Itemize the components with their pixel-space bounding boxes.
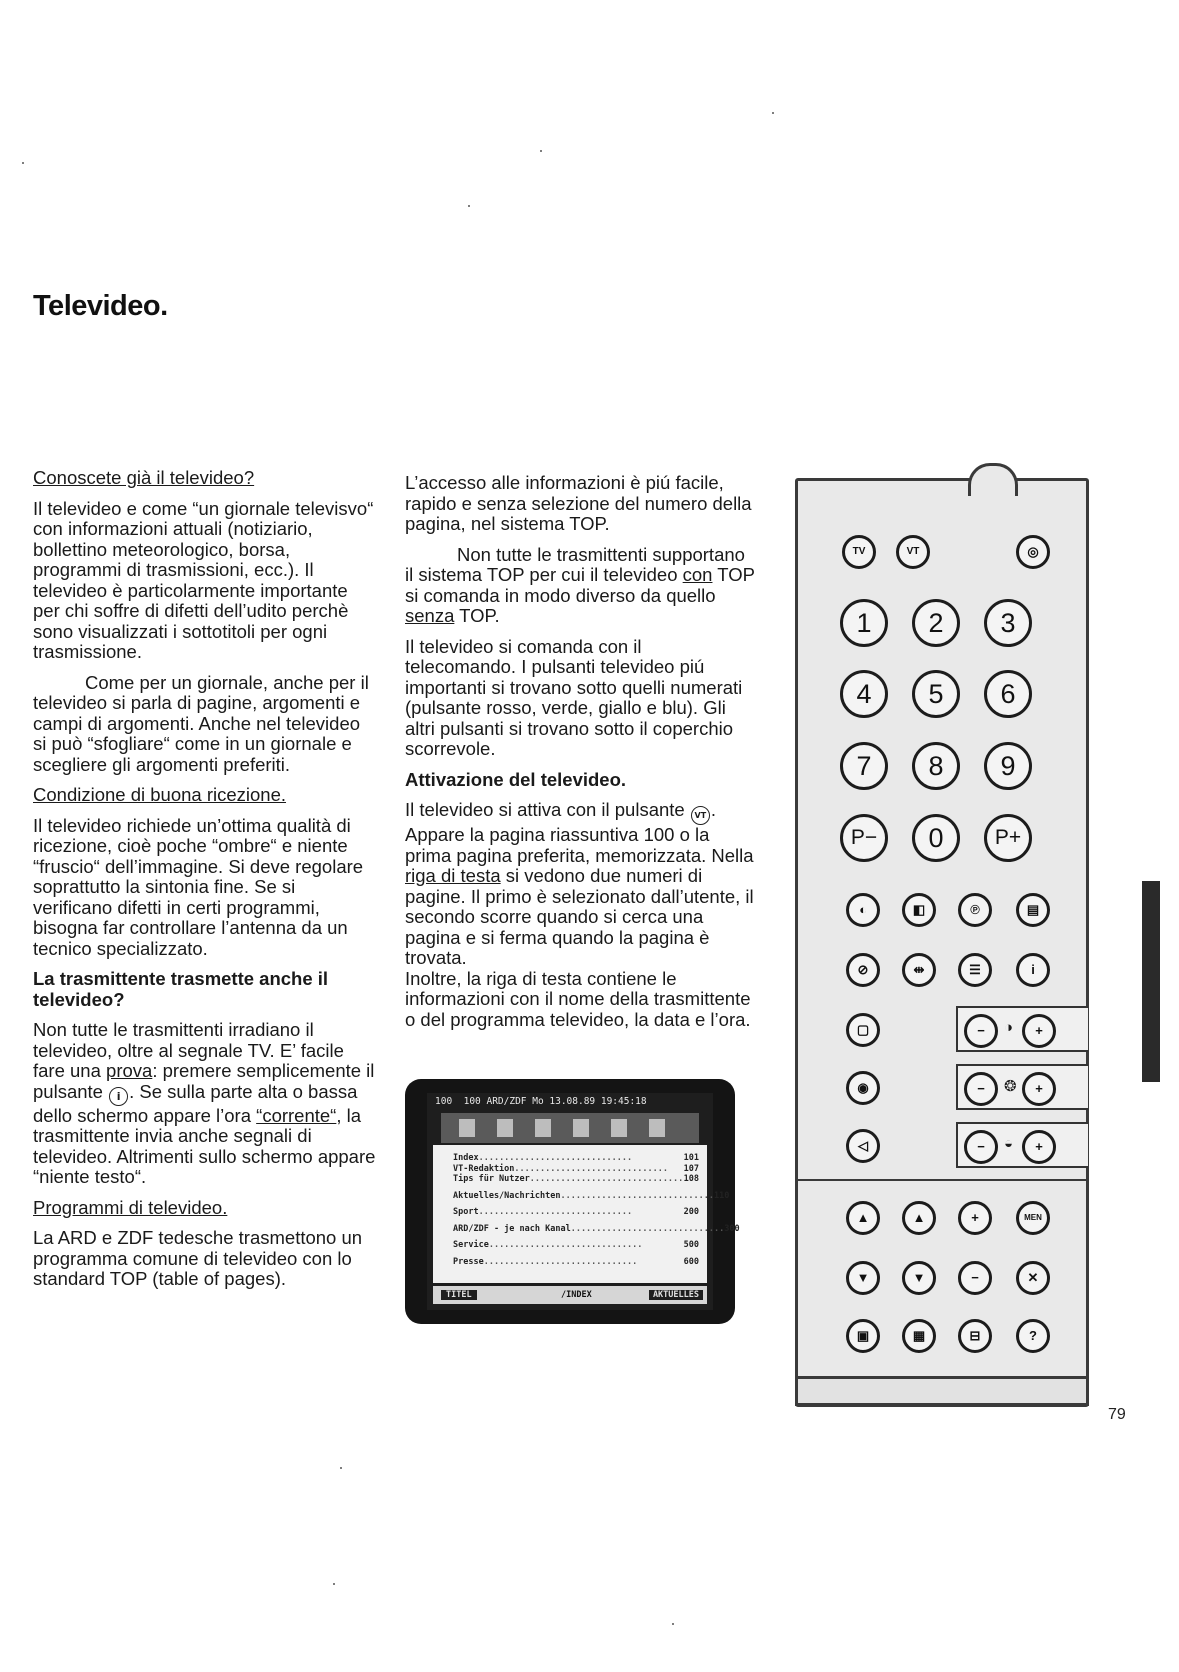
- text-prova: prova: [106, 1060, 153, 1081]
- teletext-index-icon: ▦: [902, 1319, 936, 1353]
- help-button: ?: [1016, 1319, 1050, 1353]
- remote-top-cap: [968, 463, 1018, 496]
- teletext-bottom-bar: [433, 1286, 707, 1304]
- standby-button: ◎: [1016, 535, 1050, 569]
- screen-format-icon: ▢: [846, 1013, 880, 1047]
- text-run: . Appare la pagina riassuntiva 100 o la prima pagina preferita, memorizzata. Nella: [405, 799, 754, 866]
- minus-icon: −: [964, 1072, 998, 1106]
- teletext-p-icon: ℗: [958, 893, 992, 927]
- teletext-row: Index .............................. 101: [453, 1153, 699, 1163]
- digit-2-button: 2: [912, 599, 960, 647]
- text-run: , la trasmittente invia anche segnali di televideo. Altrimenti sullo schermo appare “niente testo“.: [33, 1104, 376, 1187]
- heading-conoscete: Conoscete già il televideo?: [33, 467, 255, 488]
- vt-button: VT: [896, 535, 930, 569]
- info-button: i: [1016, 953, 1050, 987]
- minus-icon: −: [964, 1130, 998, 1164]
- teletext-screen: [427, 1093, 740, 1310]
- text-run: Il televideo si attiva con il pulsante: [405, 799, 690, 820]
- remote-control-illustration: [795, 478, 1089, 1407]
- text-run: TOP.: [454, 605, 500, 626]
- scan-speck: [468, 205, 470, 207]
- scan-speck: [540, 150, 542, 152]
- paragraph-inoltre: Inoltre, la riga di testa contiene le informazioni con il nome della trasmittente o del programma televideo, la data e l’ora.: [405, 967, 751, 1030]
- digit-1-button: 1: [840, 599, 888, 647]
- page-number: 79: [1108, 1406, 1126, 1423]
- teletext-list-icon: ☰: [958, 953, 992, 987]
- text-run: : premere semplicemente il pulsante: [33, 1060, 375, 1102]
- teletext-row: Aktuelles/Nachrichten .............................. 110: [453, 1190, 730, 1201]
- plus-icon: +: [1022, 1014, 1056, 1048]
- paragraph-programmi: La ARD e ZDF tedesche trasmettono un programma comune di televideo con lo standard TOP (table of pages).: [33, 1227, 363, 1289]
- scan-speck: [22, 162, 24, 164]
- paragraph-top: [405, 545, 755, 627]
- paragraph-trasmittente: [33, 1020, 378, 1188]
- speaker-icon: ◁: [846, 1129, 880, 1163]
- paragraph-accesso: L’accesso alle informazioni è piú facile, rapido e senza selezione del numero della pagina, nel sistema TOP.: [405, 472, 752, 534]
- menu-button: MEN: [1016, 1201, 1050, 1235]
- paragraph-giornale: Come per un giornale, anche per il televideo si parla di pagine, argomenti e campi di argomenti. Anche nel televideo si può “sfogliare“ come in un giornale e scegliere gli argomenti preferiti.: [33, 671, 369, 775]
- teletext-row: Tips für Nutzer .............................. 108: [453, 1174, 699, 1184]
- contrast-icon: ◒: [1004, 1135, 1014, 1152]
- up-arrow-icon: ▲: [902, 1201, 936, 1235]
- text-corrente: “corrente“: [256, 1104, 337, 1126]
- digit-3-button: 3: [984, 599, 1032, 647]
- scan-speck: [772, 112, 774, 114]
- text-run: Non tutte le trasmittenti supportano il sistema TOP per cui il televideo: [405, 543, 745, 585]
- color-rocker: [956, 1064, 1088, 1110]
- brightness-icon: ◑: [1004, 1019, 1014, 1036]
- down-arrow-icon: ▼: [902, 1261, 936, 1295]
- teletext-header: 100 100 ARD/ZDF Mo 13.08.89 19:45:18: [435, 1096, 647, 1107]
- left-column: [33, 468, 378, 1300]
- heading-programmi: Programmi di televideo.: [33, 1196, 228, 1218]
- tv-screen-illustration: [405, 1079, 740, 1324]
- mute-icon: ⊘: [846, 953, 880, 987]
- scan-speck: [340, 1467, 342, 1469]
- plus-icon: +: [1022, 1130, 1056, 1164]
- teletext-row: Sport .............................. 200: [453, 1207, 699, 1217]
- swap-icon: ⇹: [902, 953, 936, 987]
- teletext-index: [433, 1145, 740, 1283]
- info-icon: i: [109, 1087, 128, 1106]
- right-column: [405, 473, 755, 1040]
- page-edge-marker: [1142, 881, 1160, 1082]
- teletext-graphic-band: [441, 1113, 699, 1143]
- digit-7-button: 7: [840, 742, 888, 790]
- color-saturation-icon: ❂: [1004, 1078, 1017, 1095]
- paragraph-telecomando: Il televideo si comanda con il telecomando. I pulsanti televideo piú importanti si trovano sotto quelli numerati (pulsante rosso, verde, giallo e blu). Gli altri pulsanti si trovano sotto il coperchio scorrevole.: [405, 635, 743, 759]
- brightness-rocker: [956, 1006, 1088, 1052]
- digit-6-button: 6: [984, 670, 1032, 718]
- text-run: Non tutte le trasmittenti irradiano il televideo, oltre al segnale TV. E’ facile fare una: [33, 1019, 344, 1081]
- up-arrow-icon: ▲: [846, 1201, 880, 1235]
- page-title: Televideo.: [33, 290, 168, 322]
- teletext-bar-index: /INDEX: [561, 1290, 592, 1300]
- scan-speck: [672, 1623, 674, 1625]
- down-arrow-icon: ▼: [846, 1261, 880, 1295]
- teletext-book-icon: ▤: [1016, 893, 1050, 927]
- teletext-row: ARD/ZDF - je nach Kanal .............................. 300: [453, 1223, 740, 1234]
- text-run: si vedono due numeri di pagine. Il primo è selezionato dall’utente, il secondo scorre quando si cerca una pagina e si ferma quando la pagina è trovata.: [405, 865, 754, 968]
- minus-button: −: [958, 1261, 992, 1295]
- volume-rocker: [956, 1122, 1088, 1168]
- cancel-button: ✕: [1016, 1261, 1050, 1295]
- teletext-row: Service .............................. 500: [453, 1240, 699, 1250]
- teletext-bar-aktuelles: AKTUELLES: [649, 1290, 703, 1300]
- program-minus-button: P−: [840, 814, 888, 862]
- digit-5-button: 5: [912, 670, 960, 718]
- text-riga-di-testa: riga di testa: [405, 865, 501, 886]
- paragraph-attivazione: [405, 800, 755, 969]
- heading-ricezione: Condizione di buona ricezione.: [33, 784, 287, 805]
- teletext-picture-icon: ◧: [902, 893, 936, 927]
- program-plus-button: P+: [984, 814, 1032, 862]
- color-icon: ◉: [846, 1071, 880, 1105]
- minus-icon: −: [964, 1014, 998, 1048]
- paragraph-intro: Il televideo e come “un giornale televisvo“ con informazioni attuali (notiziario, bollettino meteorologico, borsa, programmi di trasmissioni, ecc.). Il televideo è particolarmente importante per chi soffre di difetti dell’udito perchè sono visualizzati i sottotitoli per ogni trasmissione.: [33, 497, 374, 662]
- teletext-bar-titel: TITEL: [441, 1290, 477, 1300]
- text-run: TOP si comanda in modo diverso da quello: [405, 564, 755, 606]
- vt-icon: VT: [691, 806, 710, 825]
- teletext-row: Presse .............................. 600: [453, 1256, 699, 1267]
- text-senza: senza: [405, 605, 455, 626]
- slide-cover-edge: [798, 1179, 1086, 1181]
- heading-trasmittente: La trasmittente trasmette anche il televideo?: [33, 968, 329, 1010]
- digit-8-button: 8: [912, 742, 960, 790]
- digit-9-button: 9: [984, 742, 1032, 790]
- text-run: . Se sulla parte alta o bassa dello schermo appare l’ora: [33, 1080, 358, 1126]
- remote-bottom-slide: [795, 1376, 1089, 1406]
- text-con: con: [682, 564, 713, 585]
- clock-icon: ⊟: [958, 1319, 992, 1353]
- plus-button: +: [958, 1201, 992, 1235]
- teletext-mix-icon: ◐: [846, 893, 880, 927]
- digit-0-button: 0: [912, 814, 960, 862]
- plus-icon: +: [1022, 1072, 1056, 1106]
- scan-speck: [333, 1583, 335, 1585]
- teletext-row: VT-Redaktion .............................. 107: [453, 1163, 699, 1174]
- heading-attivazione: Attivazione del televideo.: [405, 768, 627, 790]
- teletext-page-icon: ▣: [846, 1319, 880, 1353]
- digit-4-button: 4: [840, 670, 888, 718]
- paragraph-ricezione: Il televideo richiede un’ottima qualità di ricezione, cioè poche “ombre“ e niente “fruscio“ dell’immagine. Si deve regolare soprattutto la sintonia fine. Se si verificano difetti in certi programmi, bisogna far controllare l’antenna da un tecnico specializzato.: [33, 814, 364, 959]
- tv-button: TV: [842, 535, 876, 569]
